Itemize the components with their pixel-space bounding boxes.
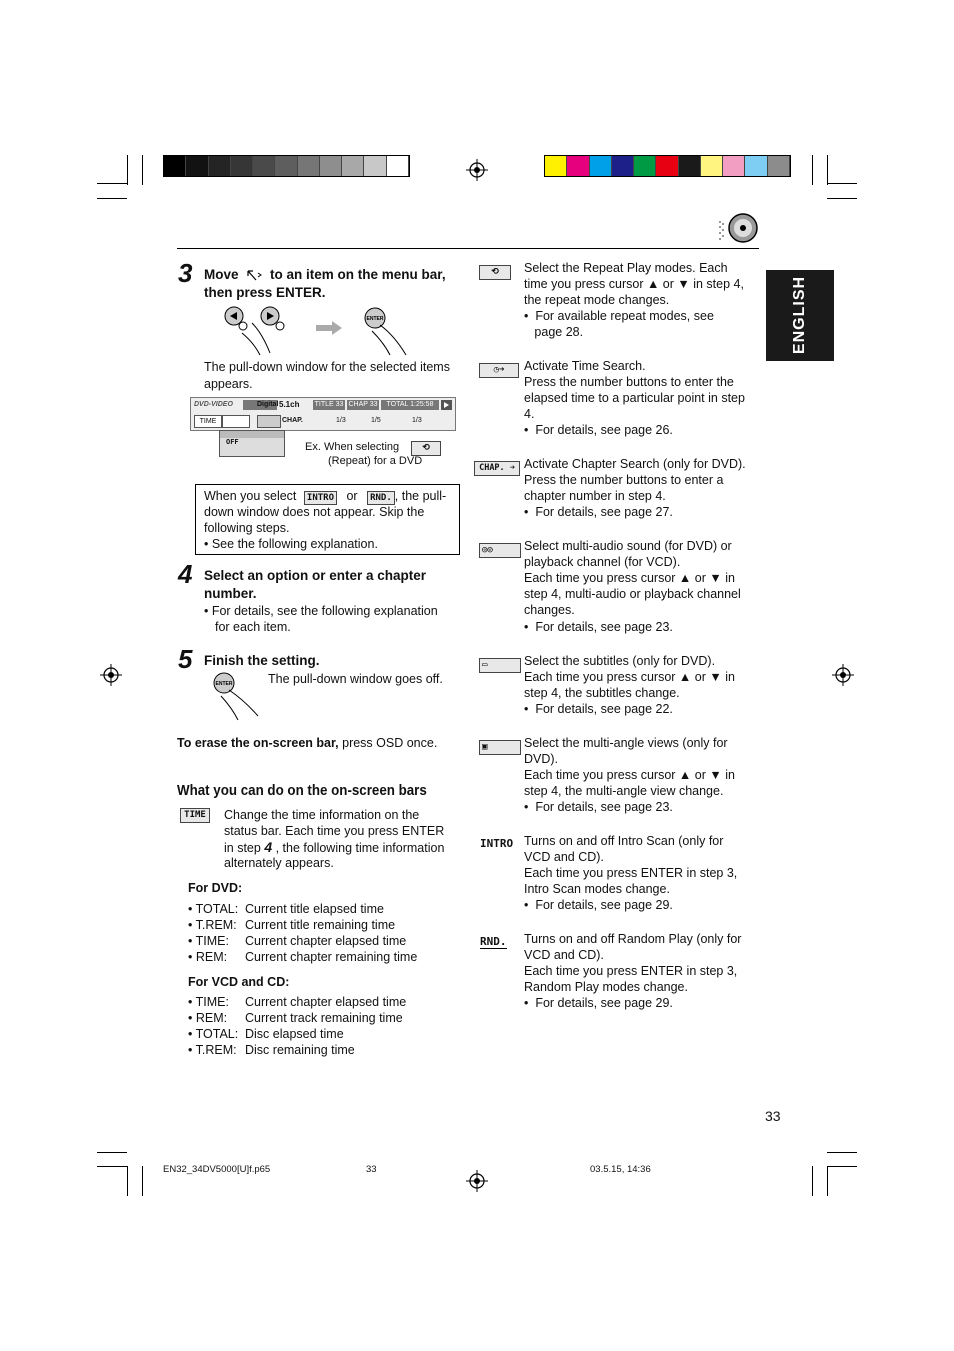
feature-text-line: Each time you press ENTER in step 3, — [524, 964, 738, 979]
feature-text-line: Select the subtitles (only for DVD). — [524, 654, 716, 668]
color-swatch — [253, 156, 275, 176]
note-text: or — [346, 489, 358, 503]
feature-text-line: Each time you press cursor ▲ or ▼ in — [524, 670, 735, 685]
note-line-3: following steps. — [204, 521, 290, 535]
feature-text-line: Activate Chapter Search (only for DVD). — [524, 457, 746, 471]
grayscale-color-bar — [163, 155, 410, 177]
time-mode-key: • T.REM: — [188, 918, 237, 932]
time-desc-line: alternately appears. — [224, 856, 334, 870]
time-desc-line: status bar. Each time you press ENTER — [224, 824, 445, 838]
footer-date: 03.5.15, 14:36 — [590, 1164, 651, 1175]
crop-mark — [827, 198, 857, 199]
time-mode-key: • T.REM: — [188, 1043, 237, 1057]
color-swatch — [186, 156, 208, 176]
color-swatch — [342, 156, 364, 176]
example-caption-2: (Repeat) for a DVD — [328, 455, 423, 467]
enter-button-press-illustration — [362, 305, 417, 357]
feature-text-line: • For details, see page 23. — [524, 619, 673, 634]
color-swatch — [768, 156, 790, 176]
time-desc-text: in step — [224, 841, 265, 855]
time-mode-value: Current chapter remaining time — [245, 950, 418, 964]
feature-text-line: Each time you press ENTER in step 3, — [524, 866, 738, 881]
note-line-1 — [204, 488, 446, 505]
svg-text:ENTER: ENTER — [366, 316, 384, 322]
for-dvd-heading: For DVD: — [188, 881, 243, 895]
feature-text-line: VCD and CD). — [524, 850, 604, 865]
color-swatch — [656, 156, 678, 176]
time-mode-value: Disc elapsed time — [245, 1027, 344, 1041]
color-swatch — [275, 156, 297, 176]
crop-mark — [97, 183, 127, 184]
color-swatch — [590, 156, 612, 176]
time-mode-row — [188, 917, 395, 933]
chapter-counter: CHAP 33 — [348, 401, 378, 408]
language-tab — [766, 270, 834, 361]
total-time: TOTAL 1:25:58 — [381, 400, 439, 410]
time-mode-row — [188, 994, 406, 1010]
feature-text-line: step 4, multi-audio or playback channel — [524, 587, 741, 602]
feature-text-line: chapter number in step 4. — [524, 489, 666, 504]
disc-icon — [716, 212, 760, 244]
step-number: 4 — [178, 559, 193, 589]
time-mode-row — [188, 949, 417, 965]
time-mode-key: • TIME: — [188, 934, 229, 948]
feature-text-line: elapsed time to a particular point in step — [524, 391, 745, 406]
time-desc-line: Change the time information on the — [224, 808, 420, 822]
random-icon: RND. — [480, 935, 507, 948]
feature-text-line: Activate Time Search. — [524, 359, 646, 373]
feature-text-line: Intro Scan modes change. — [524, 882, 670, 897]
time-button[interactable]: TIME — [194, 415, 222, 428]
step-bullet: • For details, see the following explanation — [204, 604, 438, 618]
color-swatch — [387, 156, 409, 176]
color-swatch — [320, 156, 342, 176]
feature-text-line: 4. — [524, 407, 535, 422]
color-swatch — [701, 156, 723, 176]
crop-mark — [827, 183, 857, 184]
erase-instruction — [177, 735, 437, 751]
color-swatch — [745, 156, 767, 176]
chapter-search-icon: CHAP. ➜ — [474, 461, 520, 476]
step-title — [204, 266, 446, 284]
play-icon — [441, 400, 452, 410]
time-mode-key: • TOTAL: — [188, 1027, 239, 1041]
dvd-video-logo: DVD-VIDEO — [194, 401, 233, 408]
step-bullet-cont: for each item. — [215, 620, 291, 634]
example-caption: Ex. When selecting — [305, 441, 400, 453]
feature-text-line: Random Play modes change. — [524, 980, 688, 995]
time-search-button[interactable] — [257, 415, 281, 428]
footer-filename: EN32_34DV5000[U]f.p65 — [163, 1164, 271, 1175]
crop-mark — [97, 1152, 127, 1153]
svg-text:ENTER: ENTER — [215, 681, 233, 687]
step-title-line2: then press ENTER. — [204, 285, 326, 300]
time-mode-value: Current title remaining time — [245, 918, 396, 932]
erase-rest: press OSD once. — [338, 736, 438, 750]
header-rule — [177, 248, 759, 249]
crop-mark — [827, 1166, 857, 1167]
note-text: , the pull- — [394, 489, 447, 503]
subtitle-icon: ▭ — [479, 658, 521, 673]
feature-text-line: page 28. — [524, 325, 584, 340]
crop-mark — [827, 155, 828, 185]
feature-text-line: • For details, see page 26. — [524, 423, 673, 438]
step-description: The pull-down window goes off. — [268, 672, 443, 686]
registration-target-icon — [466, 159, 488, 181]
color-swatch — [231, 156, 253, 176]
repeat-icon: ⟲ — [411, 441, 441, 456]
osd-status-bar — [190, 397, 456, 431]
color-swatch — [298, 156, 320, 176]
time-mode-key: • REM: — [188, 1011, 228, 1025]
subtitle-value: 1/5 — [371, 417, 381, 424]
registration-target-icon — [466, 1170, 488, 1192]
time-mode-key: • REM: — [188, 950, 228, 964]
color-swatch — [634, 156, 656, 176]
registration-target-icon — [832, 664, 854, 686]
time-mode-row — [188, 1026, 344, 1042]
time-mode-row — [188, 933, 406, 949]
color-swatch — [679, 156, 701, 176]
step-title-line2: number. — [204, 586, 257, 601]
color-swatch — [364, 156, 386, 176]
feature-text-line: • For details, see page 23. — [524, 800, 673, 815]
crop-mark — [97, 198, 127, 199]
feature-text-line: time you press cursor ▲ or ▼ in step 4, — [524, 277, 744, 292]
feature-text-line: DVD). — [524, 752, 559, 767]
color-swatch — [545, 156, 567, 176]
feature-text-line: changes. — [524, 603, 575, 618]
feature-text-line: Each time you press cursor ▲ or ▼ in — [524, 571, 735, 586]
chapter-search-button[interactable]: CHAP. — [282, 417, 303, 424]
time-mode-row — [188, 1042, 355, 1058]
feature-text-line: • For available repeat modes, see — [524, 309, 714, 324]
feature-text-line: playback channel (for VCD). — [524, 555, 681, 570]
step-title-text: to an item on the menu bar, — [270, 267, 446, 282]
cursor-button-press-illustration — [222, 303, 292, 358]
language-tab-label: ENGLISH — [791, 275, 808, 355]
digital-label: Digital — [257, 401, 279, 408]
step-number: 3 — [178, 258, 193, 288]
step-ref: 4 — [264, 839, 273, 855]
note-bullet: • See the following explanation. — [204, 537, 378, 551]
erase-bold: To erase the on-screen bar, — [177, 736, 339, 750]
feature-text-line: Select multi-audio sound (for DVD) or — [524, 539, 732, 553]
color-swatch — [612, 156, 634, 176]
cursor-arrows-icon — [246, 269, 262, 282]
crop-mark — [142, 155, 143, 185]
crop-mark — [827, 1166, 828, 1196]
repeat-icon: ⟲ — [479, 265, 511, 280]
registration-target-icon — [100, 664, 122, 686]
step-title: Select an option or enter a chapter — [204, 568, 427, 583]
feature-text-line: Select the multi-angle views (only for — [524, 736, 728, 750]
angle-icon: ▣ — [479, 740, 521, 755]
time-mode-value: Current chapter elapsed time — [245, 934, 407, 948]
right-arrow-icon — [316, 321, 342, 335]
feature-text-line: • For details, see page 27. — [524, 505, 673, 520]
feature-text-line: Press the number buttons to enter a — [524, 473, 724, 488]
time-mode-value: Disc remaining time — [245, 1043, 355, 1057]
chapter-label: CHAP. — [479, 463, 505, 473]
footer-page: 33 — [366, 1164, 377, 1175]
crop-mark — [142, 1166, 143, 1196]
feature-text-line: step 4, the multi-angle view change. — [524, 784, 724, 799]
time-mode-row — [188, 901, 384, 917]
color-swatch — [567, 156, 589, 176]
feature-text-line: step 4, the subtitles change. — [524, 686, 680, 701]
time-mode-key: • TIME: — [188, 995, 229, 1009]
feature-text-line: • For details, see page 29. — [524, 898, 673, 913]
crop-mark — [127, 155, 128, 185]
color-swatch — [723, 156, 745, 176]
enter-button-press-illustration — [212, 672, 267, 722]
time-mode-row — [188, 1010, 403, 1026]
feature-text-line: • For details, see page 22. — [524, 702, 673, 717]
time-mode-key: • TOTAL: — [188, 902, 239, 916]
feature-text-line: Turns on and off Intro Scan (only for — [524, 834, 724, 848]
step-title-text: Move — [204, 267, 239, 282]
audio-icon: ◎◎ — [479, 543, 521, 558]
color-calibration-bar — [544, 155, 791, 177]
channels-label: 5.1ch — [279, 400, 300, 409]
crop-mark — [812, 1166, 813, 1196]
crop-mark — [97, 1166, 127, 1167]
time-mode-value: Current chapter elapsed time — [245, 995, 407, 1009]
step-title: Finish the setting. — [204, 653, 320, 668]
feature-text-line: • For details, see page 29. — [524, 996, 673, 1011]
color-swatch — [164, 156, 186, 176]
section-heading: What you can do on the on-screen bars — [177, 783, 427, 799]
crop-mark — [127, 1166, 128, 1196]
intro-icon: INTRO — [304, 491, 337, 505]
time-icon: TIME — [180, 808, 210, 823]
time-desc-text: , the following time information — [272, 841, 445, 855]
title-counter: TITLE 33 — [314, 401, 344, 408]
page-number: 33 — [765, 1108, 781, 1124]
note-text: When you select — [204, 489, 297, 503]
pulldown-window[interactable] — [219, 430, 285, 457]
time-mode-value: Current track remaining time — [245, 1011, 403, 1025]
intro-icon: INTRO — [480, 837, 514, 850]
feature-text-line: Each time you press cursor ▲ or ▼ in — [524, 768, 735, 783]
random-icon: RND. — [367, 491, 395, 505]
feature-text-line: Select the Repeat Play modes. Each — [524, 261, 728, 275]
feature-text-line: VCD and CD). — [524, 948, 604, 963]
color-swatch — [209, 156, 231, 176]
pulldown-description: The pull-down window for the selected items appears. — [204, 360, 450, 391]
feature-text-line: the repeat mode changes. — [524, 293, 670, 308]
step-number: 5 — [178, 644, 193, 674]
crop-mark — [812, 155, 813, 185]
time-mode-value: Current title elapsed time — [245, 902, 384, 916]
note-line-2: down window does not appear. Skip the — [204, 505, 425, 519]
time-desc-line — [224, 839, 444, 856]
pulldown-option[interactable]: OFF — [226, 438, 239, 446]
time-search-icon: ◷➜ — [479, 363, 519, 378]
for-vcd-heading: For VCD and CD: — [188, 975, 290, 989]
repeat-button[interactable] — [222, 415, 250, 428]
angle-value: 1/3 — [412, 417, 422, 424]
audio-value: 1/3 — [336, 417, 346, 424]
crop-mark — [827, 1152, 857, 1153]
feature-text-line: Turns on and off Random Play (only for — [524, 932, 742, 946]
feature-text-line: Press the number buttons to enter the — [524, 375, 734, 390]
